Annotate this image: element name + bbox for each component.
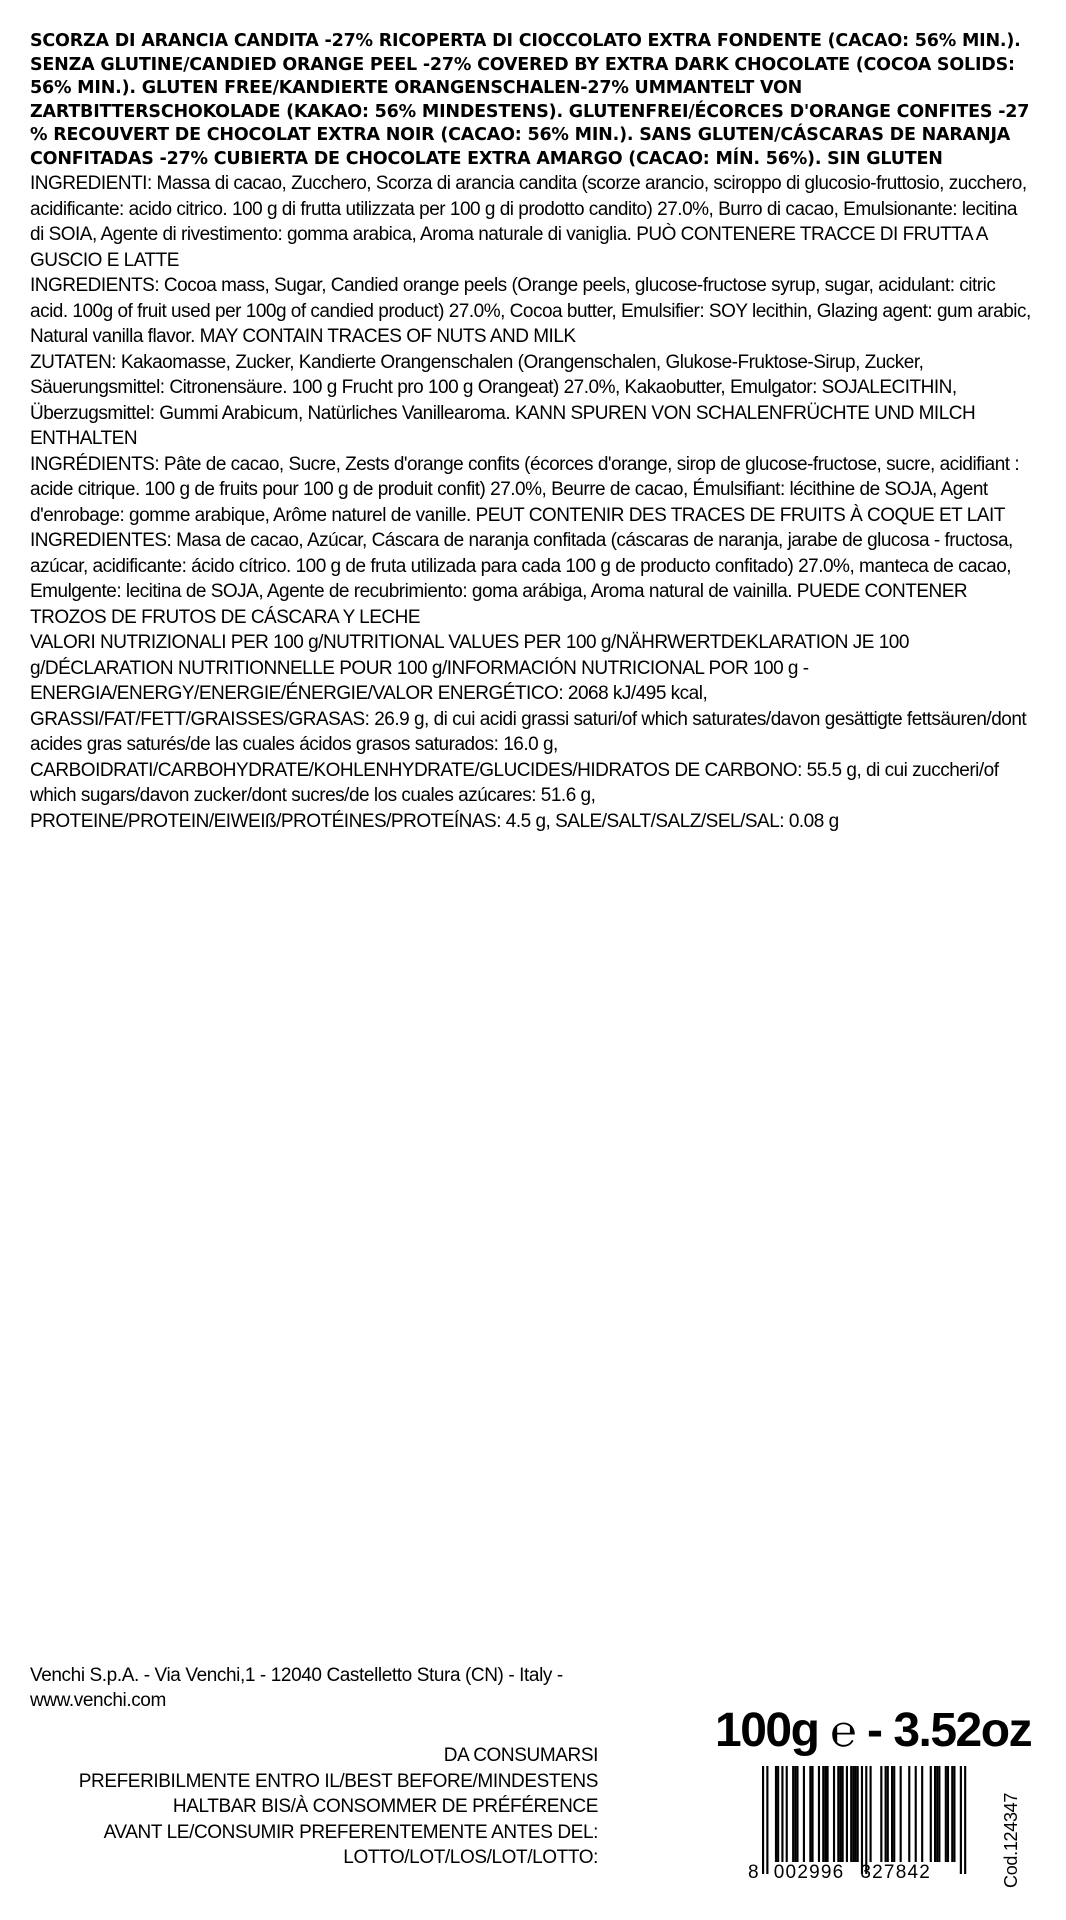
ingredients-block: [30, 171, 1035, 834]
barcode-bar: [947, 1766, 949, 1862]
barcode-bar: [827, 1766, 829, 1862]
barcode-bar: [934, 1766, 936, 1862]
barcode-bar: [936, 1766, 938, 1862]
best-before-block: [30, 1743, 598, 1871]
barcode-bar: [809, 1766, 811, 1862]
barcode-bar: [796, 1766, 798, 1862]
ingredients-english: INGREDIENTS: Cocoa mass, Sugar, Candied orange peels (Orange peels, glucose-fructose syrup, sugar, acidulant: citric acid. 100g of fruit used per 100g of candied product) 27.0%, Cocoa butter, Emulsifier: SOY lecithin, Glazing agent: gum arabic, Natural vanilla flavor. MAY CONTAIN TRACES OF NUTS AND MILK: [30, 275, 1031, 347]
weight-separator: -: [867, 1704, 882, 1757]
barcode-bar: [777, 1766, 779, 1862]
barcode-bar: [775, 1766, 777, 1862]
barcode-bar: [833, 1766, 835, 1862]
barcode-left-group: 002996: [773, 1862, 845, 1883]
product-title: SCORZA DI ARANCIA CANDITA -27% RICOPERTA DI CIOCCOLATO EXTRA FONDENTE (CACAO: 56% MIN.). SENZA GLUTINE/CANDIED ORANGE PEEL -27% COVERED BY EXTRA DARK CHOCOLATE (COCOA SOLIDS: 56% MIN.). GLUTEN FREE/KANDIERTE ORANGENSCHALEN-27% UMMANTELT VON ZARTBITTERSCHOKOLADE (KAKAO: 56% MINDESTENS). GLUTENFREI/ÉCORCES D'ORANGE CONFITES -27 % RECOUVERT DE CHOCOLAT EXTRA NOIR (CACAO: 56% MIN.). SANS GLUTEN/CÁSCARAS DE NARANJA CONFITADAS -27% CUBIERTA DE CHOCOLATE EXTRA AMARGO (CACAO: MÍN. 56%). SIN GLUTEN: [30, 31, 1030, 169]
nutrition-fat: GRASSI/FAT/FETT/GRAISSES/GRASAS: 26.9 g, di cui acidi grassi saturi/of which saturates/davon gesättigte fettsäuren/dont acides gras saturés/de las cuales ácidos grasos saturados: 16.0 g,: [30, 708, 1027, 755]
lot-line: LOTTO/LOT/LOS/LOT/LOTTO:: [343, 1847, 598, 1868]
barcode-bar: [915, 1766, 917, 1862]
barcode-bar: [846, 1766, 848, 1862]
barcode-bar: [857, 1766, 859, 1862]
nutrition-carbohydrate: CARBOIDRATI/CARBOHYDRATE/KOHLENHYDRATE/GLUCIDES/HIDRATOS DE CARBONO: 55.5 g, di cui zuccheri/of which sugars/davon zucker/dont sucres/de los cuales azúcares: 51.6 g,: [30, 759, 999, 806]
barcode-bar: [837, 1766, 839, 1862]
producer-address: Venchi S.p.A. - Via Venchi,1 - 12040 Castelletto Stura (CN) - Italy -: [30, 1665, 563, 1686]
barcode: [748, 1766, 988, 1892]
barcode-bar: [921, 1766, 923, 1862]
barcode-bar: [930, 1766, 932, 1862]
net-weight: [715, 1705, 1045, 1758]
nutrition-protein-salt: PROTEINE/PROTEIN/EIWEIß/PROTÉINES/PROTEÍNAS: 4.5 g, SALE/SALT/SALZ/SEL/SAL: 0.08 g: [30, 810, 839, 832]
barcode-bar: [792, 1766, 794, 1862]
barcode-bar: [824, 1766, 826, 1862]
barcode-bar: [880, 1766, 882, 1862]
barcode-bar: [945, 1766, 947, 1862]
barcode-bar: [818, 1766, 820, 1862]
best-before-line: HALTBAR BIS/À CONSOMMER DE PRÉFÉRENCE: [172, 1796, 598, 1817]
barcode-bar: [842, 1766, 844, 1862]
barcode-bar: [811, 1766, 813, 1862]
nutrition-energy: ENERGIA/ENERGY/ENERGIE/ÉNERGIE/VALOR ENERGÉTICO: 2068 kJ/495 kcal,: [30, 683, 708, 704]
barcode-digits: [748, 1862, 988, 1884]
barcode-guard-bar: [762, 1766, 764, 1874]
barcode-bar: [781, 1766, 783, 1862]
ingredients-spanish: INGREDIENTES: Masa de cacao, Azúcar, Cáscara de naranja confitada (cáscaras de naranja, jarabe de glucosa - fructosa, azúcar, acidificante: ácido cítrico. 100 g de fruta utilizada para cada 100 g de producto confitado) 27.0%, manteca de cacao, Emulgente: lecitina de SOJA, Agente de recubrimiento: goma arábiga, Aroma natural de vainilla. PUEDE CONTENER TROZOS DE FRUTOS DE CÁSCARA Y LECHE: [30, 530, 1013, 628]
barcode-bar: [900, 1766, 902, 1862]
barcode-guard-bar: [865, 1766, 867, 1874]
barcode-right-group: 327842: [860, 1862, 931, 1883]
label-text-block: [30, 30, 1035, 834]
weight-grams: 100g: [715, 1704, 819, 1757]
barcode-bar: [908, 1766, 910, 1862]
nutrition-heading: VALORI NUTRIZIONALI PER 100 g/NUTRITIONAL VALUES PER 100 g/NÄHRWERTDEKLARATION JE 100 g/DÉCLARATION NUTRITIONNELLE POUR 100 g/INFORMACIÓN NUTRICIONAL POR 100 g -: [30, 632, 909, 679]
best-before-line: PREFERIBILMENTE ENTRO IL/BEST BEFORE/MINDESTENS: [78, 1770, 598, 1792]
barcode-bar: [953, 1766, 955, 1862]
barcode-bar: [854, 1766, 856, 1862]
barcode-bar: [803, 1766, 805, 1862]
barcode-guard-bar: [861, 1766, 863, 1874]
barcode-bar: [794, 1766, 796, 1862]
best-before-line: DA CONSUMARSI: [443, 1745, 598, 1766]
ingredients-italian: INGREDIENTI: Massa di cacao, Zucchero, Scorza di arancia candita (scorze arancio, sciroppo di glucosio-fruttosio, zucchero, acidificante: acido citrico. 100 g di frutta utilizzata per 100 g di prodotto candito) 27.0%, Burro di cacao, Emulsionante: lecitina di SOIA, Agente di rivestimento: gomma arabica, Aroma naturale di vaniglia. PUÒ CONTENERE TRACCE DI FRUTTA A GUSCIO E LATTE: [30, 173, 1027, 271]
barcode-bar: [887, 1766, 889, 1862]
barcode-first-digit: 8: [748, 1862, 760, 1883]
barcode-bar: [938, 1766, 940, 1862]
barcode-bar: [870, 1766, 872, 1862]
barcode-bar: [951, 1766, 953, 1862]
producer-website: www.venchi.com: [30, 1690, 166, 1711]
barcode-bar: [891, 1766, 893, 1862]
product-code: Cod.124347: [1001, 1792, 1021, 1888]
barcode-guard-bar: [964, 1766, 966, 1874]
producer-info: [30, 1663, 650, 1713]
barcode-bar: [850, 1766, 852, 1862]
best-before-line: AVANT LE/CONSUMIR PREFERENTEMENTE ANTES DEL:: [103, 1821, 598, 1843]
barcode-bar: [893, 1766, 895, 1862]
barcode-bar: [885, 1766, 887, 1862]
estimated-sign-icon: ℮: [830, 1707, 856, 1756]
ingredients-german: ZUTATEN: Kakaomasse, Zucker, Kandierte Orangenschalen (Orangenschalen, Glukose-Fruktose-Sirup, Zucker, Säuerungsmittel: Citronensäure. 100 g Frucht pro 100 g Orangeat) 27.0%, Kakaobutter, Emulgator: SOJALECITHIN, Überzugsmittel: Gummi Arabicum, Natürliches Vanillearoma. KANN SPUREN VON SCHALENFRÜCHTE UND MILCH ENTHALTEN: [30, 351, 976, 449]
barcode-bar: [786, 1766, 788, 1862]
ingredients-french: INGRÉDIENTS: Pâte de cacao, Sucre, Zests d'orange confits (écorces d'orange, sirop de glucose-fructose, sucre, acidifiant : acide citrique. 100 g de fruits pour 100 g de produit confit) 27.0%, Beurre de cacao, Émulsifiant: lécithine de SOJA, Agent d'enrobage: gomme arabique, Arôme naturel de vanille. PEUT CONTENIR DES TRACES DE FRUITS À COQUE ET LAIT: [30, 453, 1020, 526]
barcode-guard-bar: [960, 1766, 962, 1874]
barcode-bar: [839, 1766, 841, 1862]
weight-ounces: 3.52oz: [893, 1704, 1032, 1757]
barcode-guard-bar: [766, 1766, 768, 1874]
barcode-bar: [852, 1766, 854, 1862]
barcode-bar: [822, 1766, 824, 1862]
